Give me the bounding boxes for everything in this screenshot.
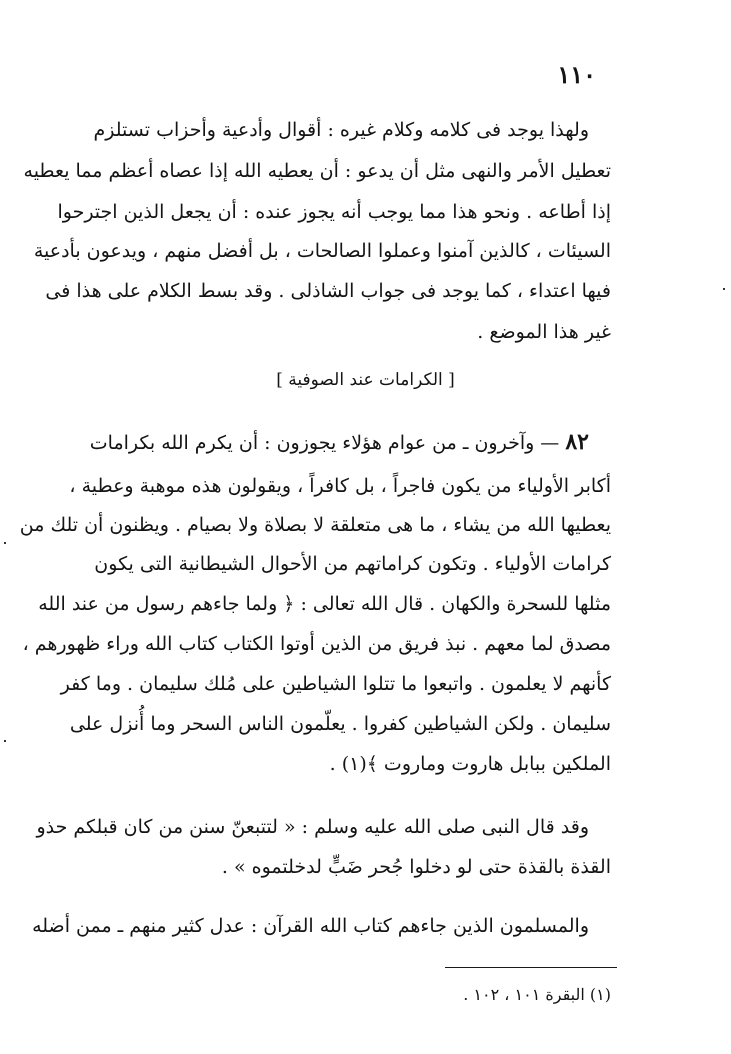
footnote-separator	[445, 967, 617, 968]
paragraph1-line-5: فيها اعتداء ، كما يوجد فى جواب الشاذلى . وقد بسط الكلام على هذا فى	[45, 280, 611, 302]
paragraph2-line-1-text: — وآخرون ـ من عوام هؤلاء يجوزون : أن يكرم الله بكرامات	[89, 432, 560, 454]
scan-mark	[723, 288, 725, 290]
section-heading: [ الكرامات عند الصوفية ]	[276, 370, 455, 390]
page-number: ١١٠	[557, 60, 596, 89]
paragraph1-line-6: غير هذا الموضع .	[477, 321, 611, 343]
paragraph2-line-5: مثلها للسحرة والكهان . قال الله تعالى : ﴿ ولما جاءهم رسول من عند الله	[38, 593, 611, 615]
paragraph2-line-7: كأنهم لا يعلمون . واتبعوا ما تتلوا الشياطين على مُلك سليمان . وما كفر	[60, 673, 611, 695]
paragraph4-line-1: والمسلمون الذين جاءهم كتاب الله القرآن : عدل كثير منهم ـ ممن أضله	[32, 915, 589, 937]
paragraph2-line-3: يعطيها الله من يشاء ، ما هى متعلقة لا بصلاة ولا بصيام . ويظنون أن تلك من	[19, 514, 611, 536]
paragraph2-line-1	[89, 428, 611, 457]
paragraph3-line-1: وقد قال النبى صلى الله عليه وسلم : « لتتبعنّ سنن من كان قبلكم حذو	[36, 816, 589, 838]
paragraph2-line-9: الملكين ببابل هاروت وماروت ﴾(١) .	[329, 753, 611, 775]
paragraph1-line-3: إذا أطاعه . ونحو هذا مما يوجب أنه يجوز عنده : أن يجعل الذين اجترحوا	[57, 201, 611, 223]
paragraph1-line-4: السيئات ، كالذين آمنوا وعملوا الصالحات ، بل أفضل منهم ، ويدعون بأدعية	[33, 240, 611, 262]
paragraph2-line-2: أكابر الأولياء من يكون فاجراً ، بل كافراً ، ويقولون هذه موهبة وعطية ،	[69, 475, 611, 497]
paragraph2-line-4: كرامات الأولياء . وتكون كراماتهم من الأحوال الشيطانية التى يكون	[94, 553, 611, 575]
footnote: (١) البقرة ١٠١ ، ١٠٢ .	[463, 985, 611, 1004]
paragraph3-line-2: القذة بالقذة حتى لو دخلوا جُحر ضَبٍّ لدخلتموه » .	[221, 856, 611, 878]
scan-mark	[4, 542, 6, 544]
paragraph1-line-2: تعطيل الأمر والنهى مثل أن يدعو : أن يعطيه الله إذا عصاه أعظم مما يعطيه	[23, 160, 611, 182]
paragraph2-line-6: مصدق لما معهم . نبذ فريق من الذين أوتوا الكتاب كتاب الله وراء ظهورهم ،	[22, 633, 611, 655]
scan-mark	[4, 740, 6, 742]
paragraph-number: ٨٢	[565, 429, 589, 455]
paragraph2-line-8: سليمان . ولكن الشياطين كفروا . يعلّمون الناس السحر وما أُنزل على	[69, 713, 611, 735]
paragraph1-line-1: ولهذا يوجد فى كلامه وكلام غيره : أقوال وأدعية وأحزاب تستلزم	[93, 119, 589, 141]
